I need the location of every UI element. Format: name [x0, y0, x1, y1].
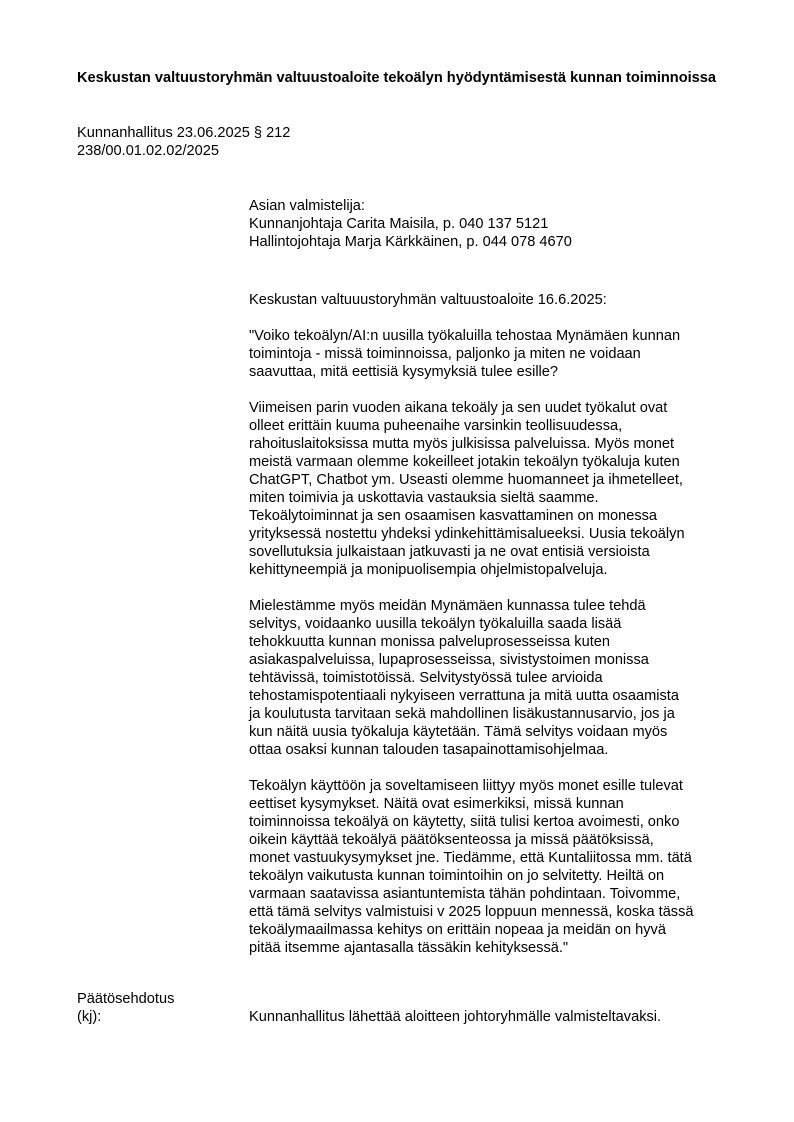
proposal-label — [77, 990, 237, 1026]
proposal-text: Kunnanhallitus lähettää aloitteen johtoryhmälle valmisteltavaksi. — [249, 1009, 662, 1025]
meeting-line: Kunnanhallitus 23.06.2025 § 212 — [77, 125, 291, 141]
initiative-paragraph-3: Mielestämme myös meidän Mynämäen kunnassa tulee tehdä selvitys, voidaanko uusilla tekoälyn työkaluilla saada lisää tehokkuutta kunnan monissa palveluprosesseissa kuten asiakaspalveluissa, lupaprosesseissa, sivistystoimen monissa tehtävissä, toimistotöissä. Selvitystyössä tulee arvioida tehostamispotentiaali nykyiseen verrattuna ja mitä uutta osaamista ja koulutusta tarvitaan sekä mahdollinen lisäkustannusarvio, jos ja kun näitä uusia työkaluja käytetään. Tämä selvitys voidaan myös ottaa osaksi kunnan talouden tasapainottamisohjelmaa. — [249, 598, 679, 758]
document-title: Keskustan valtuustoryhmän valtuustoaloite tekoälyn hyödyntämisestä kunnan toiminnoissa — [77, 70, 717, 86]
meeting-reference — [77, 124, 477, 160]
preparer-1: Kunnanjohtaja Carita Maisila, p. 040 137 5121 — [249, 216, 549, 232]
initiative-intro: Keskustan valtuuustoryhmän valtuustoaloite 16.6.2025: — [249, 292, 607, 308]
initiative-paragraph-4: Tekoälyn käyttöön ja soveltamiseen liittyy myös monet esille tulevat eettiset kysymykset. Näitä ovat esimerkiksi, missä kunnan toiminnoissa tekoälyä on käytetty, siitä tulisi kertoa avoimesti, onko oikein käyttää tekoälyä päätöksenteossa ja missä päätöksissä, monet vastuukysymykset jne. Tiedämme, että Kuntaliitossa mm. tätä tekoälyn vaikutusta kunnan toimintoihin on jo selvitetty. Heiltä on varmaan saatavissa asiantuntemista tähän pohdintaan. Toivomme, että tämä selvitys valmistuisi v 2025 loppuun mennessä, koska tässä tekoälymaailmassa kehitys on erittäin nopeaa ja meidän on hyvä pitää itsemme ajantasalla tässäkin kehityksessä." — [249, 778, 694, 956]
initiative-paragraph-2: Viimeisen parin vuoden aikana tekoäly ja sen uudet työkalut ovat olleet erittäin kuuma puheenaihe varsinkin teollisuudessa, rahoituslaitoksissa mutta myös julkisissa palveluissa. Myös monet meistä varmaan olemme kokeilleet jotakin tekoälyn työkaluja kuten ChatGPT, Chatbot ym. Useasti olemme huomanneet ja ihmetelleet, miten toimivia ja uskottavia vastauksia sieltä saamme. Tekoälytoiminnat ja sen osaamisen kasvattaminen on monessa yrityksessä nostettu yhdeksi ydinkehittämisalueeksi. Uusia tekoälyn sovellutuksia julkaistaan jatkuvasti ja ne ovat entisiä versioista kehittyneempiä ja monipuolisempia ohjelmistopalveluja. — [249, 400, 685, 578]
case-number: 238/00.01.02.02/2025 — [77, 143, 220, 159]
preparers-block — [249, 197, 749, 251]
preparer-2: Hallintojohtaja Marja Kärkkäinen, p. 044 078 4670 — [249, 234, 572, 250]
initiative-text — [249, 291, 749, 975]
proposal-label-line-1: Päätösehdotus — [77, 991, 175, 1007]
initiative-paragraph-1: "Voiko tekoälyn/AI:n uusilla työkaluilla tehostaa Mynämäen kunnan toimintoja - missä toiminnoissa, paljonko ja miten ne voidaan saavuttaa, mitä eettisiä kysymyksiä tulee esille? — [249, 328, 681, 380]
preparers-heading: Asian valmistelija: — [249, 198, 365, 214]
proposal-label-line-2: (kj): — [77, 1009, 102, 1025]
